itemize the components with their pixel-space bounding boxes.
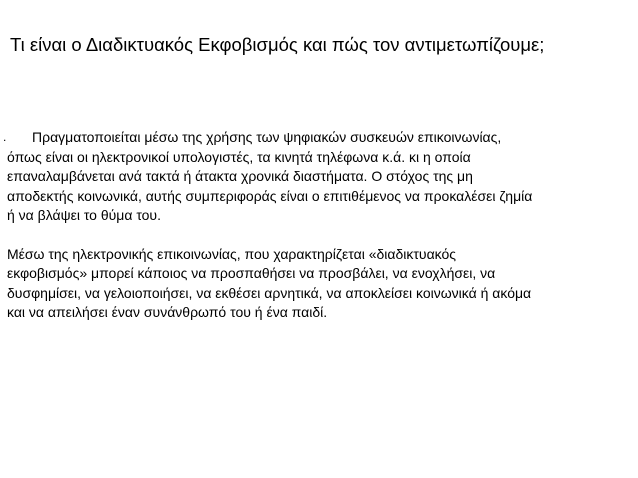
- slide-title: Τι είναι ο Διαδικτυακός Εκφοβισμός και πώς τον αντιμετωπίζουμε;: [10, 34, 545, 55]
- paragraph-line: και να απειλήσει έναν συνάνθρωπό του ή ένα παιδί.: [7, 304, 328, 320]
- paragraph-line: Πραγματοποιείται μέσω της χρήσης των ψηφιακών συσκευών επικοινωνίας,: [32, 129, 502, 145]
- paragraph-line: όπως είναι οι ηλεκτρονικοί υπολογιστές, τα κινητά τηλέφωνα κ.ά. κι η οποία: [7, 148, 471, 165]
- paragraph-line: δυσφημίσει, να γελοιοποιήσει, να εκθέσει αρνητικά, να αποκλείσει κοινωνικά ή ακόμα: [7, 284, 532, 301]
- paragraph-line: εκφοβισμός» μπορεί κάποιος να προσπαθήσει να προσβάλει, να ενοχλήσει, να: [7, 265, 496, 281]
- paragraph-spacer: [7, 226, 633, 245]
- paragraph-line: επαναλαμβάνεται ανά τακτά ή άτακτα χρονικά διαστήματα. Ο στόχος της μη: [7, 168, 473, 184]
- paragraph-line: ή να βλάψει το θύμα του.: [7, 207, 161, 223]
- paragraph-2: [7, 245, 633, 323]
- paragraph-line: Μέσω της ηλεκτρονικής επικοινωνίας, που χαρακτηρίζεται «διαδικτυακός: [7, 245, 457, 262]
- slide-body: [3, 128, 633, 323]
- bullet-marker: .: [3, 130, 7, 144]
- paragraph-1: [3, 128, 633, 226]
- paragraph-line: αποδεκτής κοινωνικά, αυτής συμπεριφοράς είναι ο επιτιθέμενος να προκαλέσει ζημία: [7, 187, 533, 204]
